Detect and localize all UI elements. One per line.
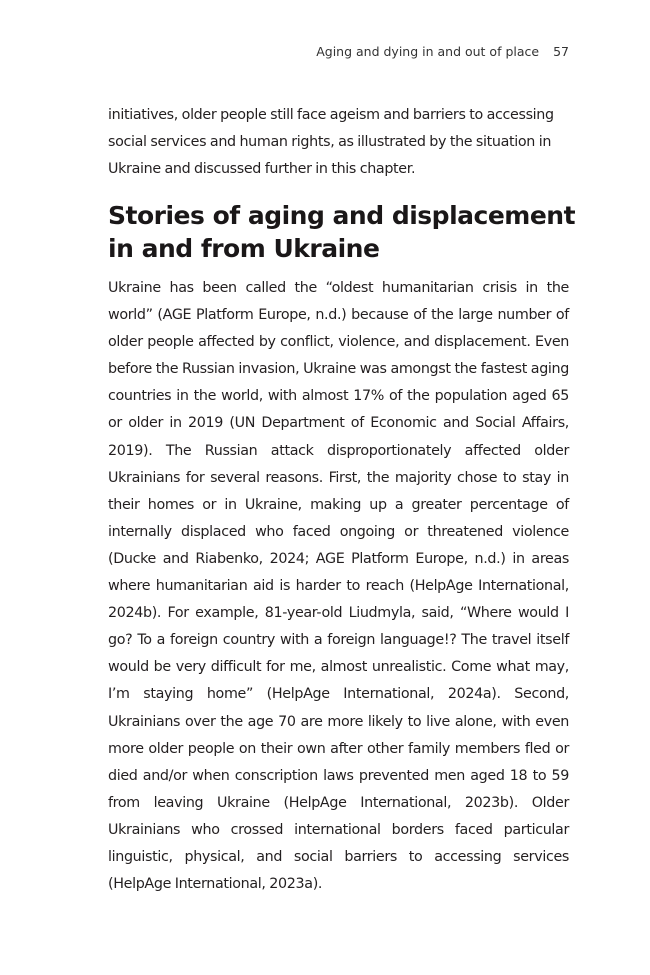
running-header <box>316 44 569 59</box>
section-heading: Stories of aging and displacement in and from Ukraine <box>108 201 576 263</box>
page-number: 57 <box>553 44 569 59</box>
running-title: Aging and dying in and out of place <box>316 44 540 59</box>
main-paragraph: Ukraine has been called the “oldest humanitarian crisis in the world” (AGE Platform Europe, n.d.) because of the large number of older people affected by conflict, violence, and displacement. Even before the Russian invasion, Ukraine was amongst the fastest aging countries in the world, with almost 17% of the population aged 65 or older in 2019 (UN Department of Economic and Social Affairs, 2019). The Russian attack disproportionately affected older Ukrainians for several reasons. First, the majority chose to stay in their homes or in Ukraine, making up a greater percentage of internally displaced who faced ongoing or threatened violence (Ducke and Riabenko, 2024; AGE Platform Europe, n.d.) in areas where humanitarian aid is harder to reach (HelpAge International, 2024b). For example, 81-year-old Liudmyla, said, “Where would I go? To a foreign country with a foreign language!? The travel itself would be very difficult for me, almost unrealistic. Come what may, I’m staying home” (HelpAge International, 2024a). Second, Ukrainians over the age 70 are more likely to live alone, with even more older people on their own after other family members fled or died and/or when conscription laws prevented men aged 18 to 59 from leaving Ukraine (HelpAge International, 2023b). Older Ukrainians who crossed international borders faced particular linguistic, physical, and social barriers to accessing services (HelpAge International, 2023a). <box>108 280 569 893</box>
intro-paragraph: initiatives, older people still face ageism and barriers to accessing social services and human rights, as illustrated by the situation in Ukraine and discussed further in this chapter. <box>108 107 554 178</box>
